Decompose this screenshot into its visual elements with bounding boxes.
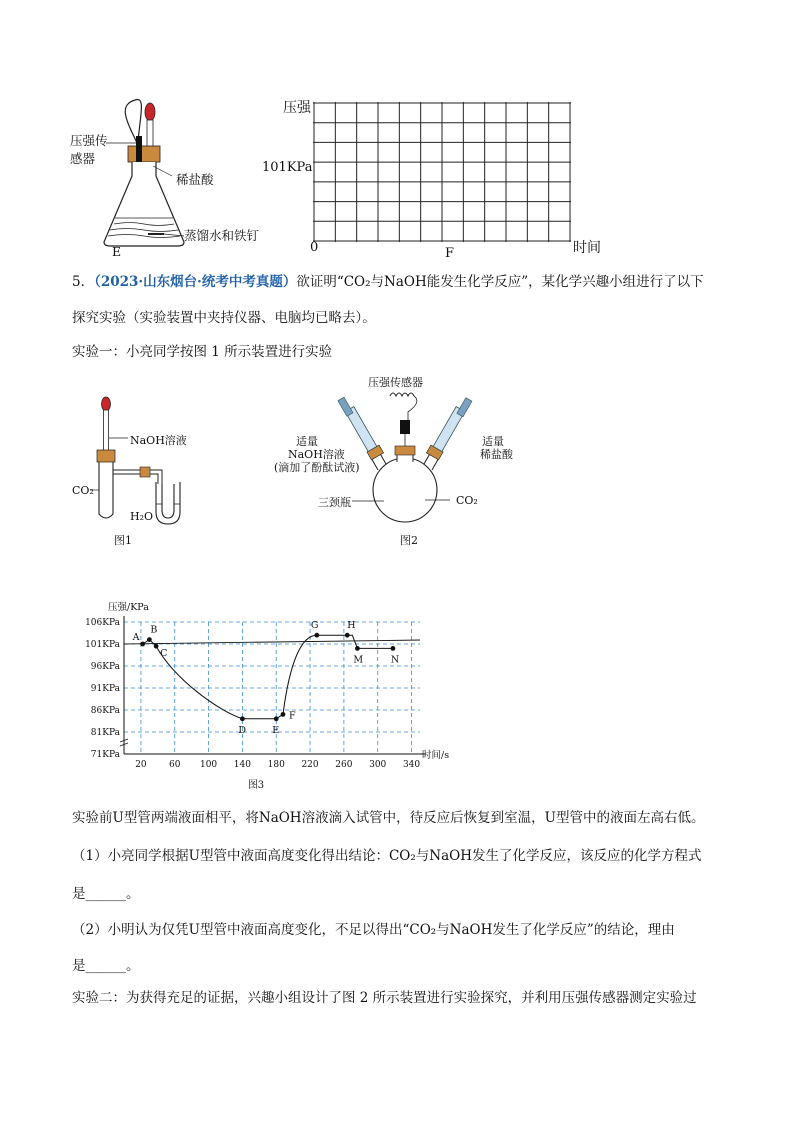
chart-y-tick-label: 91KPa [90, 684, 120, 694]
chart-point-label-H: H [347, 620, 356, 632]
question-number: 5． [72, 274, 95, 290]
experiment-1-heading: 实验一：小亮同学按图 1 所示装置进行实验 [72, 344, 333, 360]
chart-point-B [147, 637, 152, 642]
figure-f-grid [313, 102, 571, 242]
chart-point-label-M: M [353, 654, 364, 666]
chart-point-label-G: G [310, 620, 319, 632]
fig2-label-right-2: 稀盐酸 [480, 448, 513, 461]
figF-ytick: 101KPa [262, 160, 313, 175]
figE-label-acid: 稀盐酸 [176, 172, 214, 187]
question-source: （2023·山东烟台·统考中考真题） [94, 274, 297, 290]
chart-point-G [314, 633, 319, 638]
fig2-label-left-3: (滴加了酚酞试液) [274, 461, 360, 474]
chart-y-tick-label: 71KPa [90, 750, 120, 760]
chart-x-tick-label: 220 [301, 760, 319, 770]
chart-point-label-A: A [132, 632, 140, 643]
chart-x-tick-label: 300 [369, 760, 387, 770]
chart-x-tick-label: 20 [135, 760, 147, 770]
question-5-line2: 探究实验（实验装置中夹持仪器、电脑均已略去）。 [72, 310, 376, 326]
paragraph-1: 实验前U型管两端液面相平，将NaOH溶液滴入试管中，待反应后恢复到室温，U型管中的液面左高右低。 [72, 810, 705, 826]
chart-x-axis-label: 时间/s [422, 750, 450, 761]
subquestion-2-line2: 是______。 [72, 958, 140, 974]
chart-point-label-D: D [238, 724, 247, 736]
chart-y-tick-label: 81KPa [90, 728, 120, 738]
question-line1-text: 欲证明“CO₂与NaOH能发生化学反应”，某化学兴趣小组进行了以下 [296, 274, 704, 290]
figure-3-chart [80, 592, 450, 792]
chart-x-tick-label: 180 [267, 760, 285, 770]
fig2-label-sensor: 压强传感器 [368, 376, 423, 389]
chart-x-tick-label: 140 [233, 760, 251, 770]
chart-point-label-C: C [160, 648, 168, 660]
figE-label-water: 蒸馏水和铁钉 [184, 228, 260, 243]
fig2-label-flask: 三颈瓶 [318, 496, 351, 509]
fig2-label-left-1: 适量 [296, 435, 318, 448]
fig1-label-h2o: H₂O [130, 510, 154, 523]
chart-point-C [154, 644, 159, 649]
chart-reference-line [124, 640, 420, 644]
chart-point-M [355, 646, 360, 651]
chart-y-tick-label: 86KPa [90, 706, 120, 716]
chart-y-tick-label: 106KPa [85, 618, 120, 628]
question-5-line1 [72, 272, 704, 292]
chart-point-E [274, 716, 279, 721]
fig2-label-left-2: NaOH溶液 [288, 448, 345, 461]
chart-y-tick-label: 101KPa [85, 640, 120, 650]
chart-point-D [240, 716, 245, 721]
chart-y-tick-label: 96KPa [90, 662, 120, 672]
chart-point-label-F: F [288, 710, 296, 722]
subquestion-2-line1: （2）小明认为仅凭U型管中液面高度变化，不足以得出“CO₂与NaOH发生了化学反应”的结论，理由 [72, 922, 675, 938]
fig1-label-co2: CO₂ [72, 484, 94, 497]
chart-x-tick-label: 100 [199, 760, 218, 770]
chart-point-N [391, 646, 396, 651]
figE-caption: E [112, 244, 122, 259]
figF-xlabel: 时间 [573, 240, 601, 256]
chart-point-label-E: E [272, 724, 280, 736]
chart-caption: 图3 [247, 780, 265, 791]
figF-ylabel: 压强 [283, 100, 311, 116]
subquestion-1-line2: 是______。 [72, 886, 140, 902]
figF-caption: F [445, 246, 455, 261]
chart-y-axis-label: 压强/KPa [108, 602, 149, 613]
chart-point-H [345, 633, 350, 638]
figE-label-sensor: 压强传 感器 [70, 133, 108, 166]
chart-point-A [140, 642, 145, 647]
chart-x-tick-label: 260 [335, 760, 353, 770]
chart-point-F [281, 712, 286, 717]
chart-point-label-B: B [150, 624, 158, 636]
chart-x-tick-label: 60 [169, 760, 181, 770]
fig2-label-right-1: 适量 [482, 435, 504, 448]
fig1-caption: 图1 [114, 534, 132, 547]
chart-x-tick-label: 340 [402, 760, 421, 770]
fig2-caption: 图2 [400, 534, 418, 547]
fig2-label-co2: CO₂ [456, 494, 478, 507]
figF-origin: 0 [310, 240, 319, 255]
fig1-label-naoh: NaOH溶液 [130, 434, 187, 447]
subquestion-1-line1: （1）小亮同学根据U型管中液面高度变化得出结论：CO₂与NaOH发生了化学反应，该反应的化学方程式 [72, 848, 702, 864]
experiment-2-heading: 实验二：为获得充足的证据，兴趣小组设计了图 2 所示装置进行实验探究，并利用压强传感器测定实验过 [72, 990, 697, 1006]
chart-point-label-N: N [390, 654, 400, 666]
